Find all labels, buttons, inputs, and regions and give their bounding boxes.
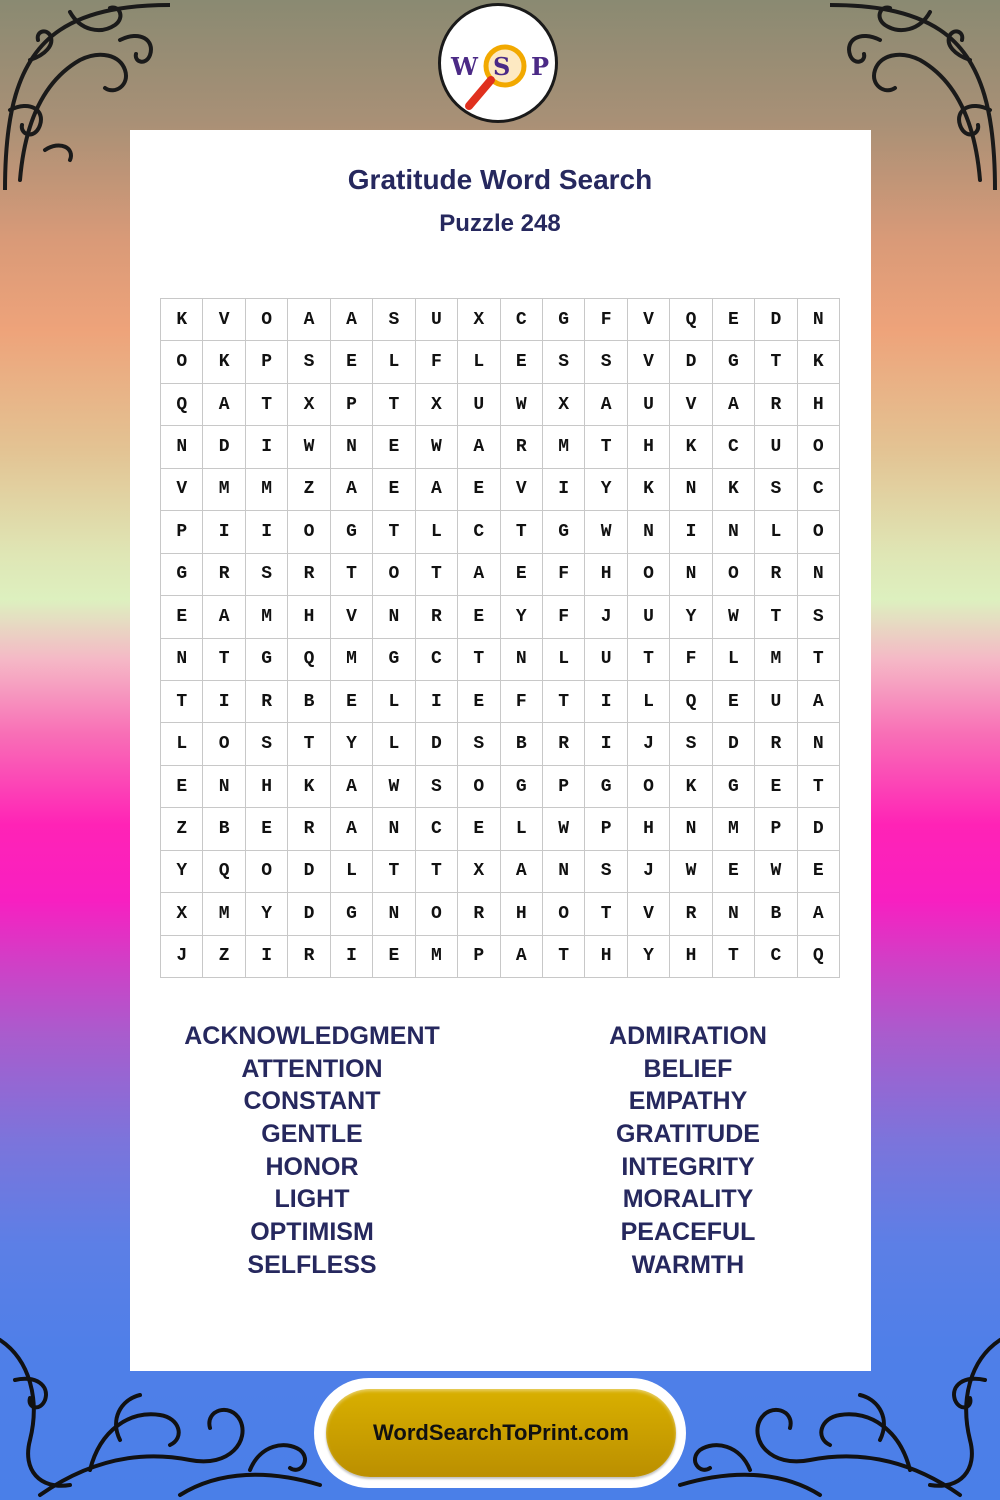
grid-cell[interactable]: Q <box>288 639 330 681</box>
grid-cell[interactable]: N <box>161 639 203 681</box>
grid-cell[interactable]: P <box>246 341 288 383</box>
grid-cell[interactable]: L <box>161 723 203 765</box>
grid-cell[interactable]: Q <box>203 851 245 893</box>
grid-cell[interactable]: S <box>373 299 415 341</box>
grid-cell[interactable]: G <box>543 299 585 341</box>
grid-cell[interactable]: M <box>416 936 458 978</box>
grid-cell[interactable]: F <box>585 299 627 341</box>
grid-cell[interactable]: R <box>288 808 330 850</box>
grid-cell[interactable]: I <box>543 469 585 511</box>
grid-cell[interactable]: A <box>501 936 543 978</box>
word-list-item: GRATITUDE <box>616 1120 760 1149</box>
grid-cell[interactable]: Q <box>798 936 840 978</box>
grid-cell[interactable]: L <box>373 681 415 723</box>
grid-cell[interactable]: V <box>628 299 670 341</box>
grid-cell[interactable]: Y <box>670 596 712 638</box>
letter-grid <box>160 298 840 978</box>
grid-cell[interactable]: L <box>373 341 415 383</box>
grid-cell[interactable]: Z <box>288 469 330 511</box>
grid-cell[interactable]: P <box>755 808 797 850</box>
grid-cell[interactable]: H <box>670 936 712 978</box>
grid-cell[interactable]: E <box>755 766 797 808</box>
grid-cell[interactable]: A <box>331 469 373 511</box>
grid-cell[interactable]: M <box>713 808 755 850</box>
grid-cell[interactable]: P <box>585 808 627 850</box>
grid-cell[interactable]: E <box>373 469 415 511</box>
grid-cell[interactable]: R <box>755 554 797 596</box>
grid-cell[interactable]: R <box>288 936 330 978</box>
grid-cell[interactable]: T <box>501 511 543 553</box>
grid-cell[interactable]: A <box>798 681 840 723</box>
grid-cell[interactable]: N <box>713 893 755 935</box>
grid-cell[interactable]: H <box>501 893 543 935</box>
grid-cell[interactable]: A <box>203 384 245 426</box>
grid-cell[interactable]: W <box>585 511 627 553</box>
word-list-item: OPTIMISM <box>250 1218 374 1247</box>
grid-cell[interactable]: O <box>246 299 288 341</box>
grid-cell[interactable]: U <box>416 299 458 341</box>
grid-cell[interactable]: N <box>713 511 755 553</box>
grid-cell[interactable]: N <box>628 511 670 553</box>
grid-cell[interactable]: A <box>713 384 755 426</box>
grid-cell[interactable]: G <box>713 341 755 383</box>
grid-cell[interactable]: L <box>501 808 543 850</box>
grid-cell[interactable]: P <box>543 766 585 808</box>
grid-cell[interactable]: D <box>670 341 712 383</box>
grid-cell[interactable]: W <box>373 766 415 808</box>
grid-cell[interactable]: H <box>585 936 627 978</box>
grid-cell[interactable]: L <box>628 681 670 723</box>
grid-cell[interactable]: F <box>670 639 712 681</box>
grid-cell[interactable]: H <box>288 596 330 638</box>
grid-cell[interactable]: I <box>246 936 288 978</box>
grid-cell[interactable]: B <box>203 808 245 850</box>
grid-cell[interactable]: R <box>755 384 797 426</box>
site-logo[interactable] <box>438 3 558 123</box>
grid-cell[interactable]: N <box>331 426 373 468</box>
grid-cell[interactable]: I <box>246 426 288 468</box>
grid-cell[interactable]: G <box>246 639 288 681</box>
grid-cell[interactable]: A <box>331 766 373 808</box>
grid-cell[interactable]: T <box>331 554 373 596</box>
word-list-right <box>508 1020 868 1282</box>
grid-cell[interactable]: O <box>458 766 500 808</box>
grid-cell[interactable]: E <box>373 936 415 978</box>
grid-cell[interactable]: S <box>670 723 712 765</box>
grid-cell[interactable]: H <box>798 384 840 426</box>
grid-cell[interactable]: W <box>288 426 330 468</box>
grid-cell[interactable]: M <box>203 893 245 935</box>
grid-cell[interactable]: V <box>628 893 670 935</box>
grid-cell[interactable]: V <box>670 384 712 426</box>
grid-cell[interactable]: O <box>203 723 245 765</box>
grid-cell[interactable]: K <box>798 341 840 383</box>
puzzle-number: Puzzle 248 <box>439 210 561 237</box>
grid-cell[interactable]: Q <box>161 384 203 426</box>
grid-cell[interactable]: I <box>203 511 245 553</box>
grid-cell[interactable]: L <box>713 639 755 681</box>
grid-cell[interactable]: C <box>713 426 755 468</box>
word-list-left <box>132 1020 492 1282</box>
grid-cell[interactable]: I <box>585 681 627 723</box>
grid-cell[interactable]: O <box>416 893 458 935</box>
word-list-item: EMPATHY <box>628 1087 748 1116</box>
grid-cell[interactable]: O <box>161 341 203 383</box>
grid-cell[interactable]: K <box>628 469 670 511</box>
grid-cell[interactable]: U <box>628 596 670 638</box>
grid-cell[interactable]: N <box>373 893 415 935</box>
word-list-item: LIGHT <box>274 1185 350 1214</box>
grid-cell[interactable]: B <box>755 893 797 935</box>
grid-cell[interactable]: N <box>203 766 245 808</box>
grid-cell[interactable]: Z <box>161 808 203 850</box>
grid-cell[interactable]: D <box>798 808 840 850</box>
grid-cell[interactable]: C <box>501 299 543 341</box>
grid-cell[interactable]: E <box>458 681 500 723</box>
grid-cell[interactable]: S <box>585 851 627 893</box>
grid-cell[interactable]: P <box>161 511 203 553</box>
grid-cell[interactable]: S <box>416 766 458 808</box>
word-list-item: CONSTANT <box>243 1087 381 1116</box>
grid-cell[interactable]: R <box>501 426 543 468</box>
grid-cell[interactable]: N <box>798 723 840 765</box>
grid-cell[interactable]: A <box>798 893 840 935</box>
grid-cell[interactable]: E <box>713 681 755 723</box>
grid-cell[interactable]: M <box>246 596 288 638</box>
grid-cell[interactable]: T <box>798 639 840 681</box>
grid-cell[interactable]: H <box>585 554 627 596</box>
grid-cell[interactable]: D <box>713 723 755 765</box>
grid-cell[interactable]: L <box>373 723 415 765</box>
grid-cell[interactable]: B <box>501 723 543 765</box>
grid-cell[interactable]: K <box>203 341 245 383</box>
grid-cell[interactable]: S <box>288 341 330 383</box>
grid-cell[interactable]: R <box>755 723 797 765</box>
grid-cell[interactable]: O <box>628 554 670 596</box>
grid-cell[interactable]: W <box>501 384 543 426</box>
grid-cell[interactable]: X <box>288 384 330 426</box>
grid-cell[interactable]: J <box>628 723 670 765</box>
grid-cell[interactable]: E <box>246 808 288 850</box>
grid-cell[interactable]: P <box>331 384 373 426</box>
grid-cell[interactable]: V <box>628 341 670 383</box>
grid-cell[interactable]: T <box>373 511 415 553</box>
grid-cell[interactable]: T <box>203 639 245 681</box>
grid-cell[interactable]: X <box>458 851 500 893</box>
grid-cell[interactable]: C <box>416 639 458 681</box>
logo-letter-w: W <box>451 52 478 81</box>
grid-cell[interactable]: T <box>288 723 330 765</box>
grid-cell[interactable]: O <box>373 554 415 596</box>
grid-cell[interactable]: S <box>755 469 797 511</box>
grid-cell[interactable]: W <box>713 596 755 638</box>
grid-cell[interactable]: T <box>161 681 203 723</box>
grid-cell[interactable]: Y <box>501 596 543 638</box>
grid-cell[interactable]: S <box>246 554 288 596</box>
grid-cell[interactable]: S <box>585 341 627 383</box>
grid-cell[interactable]: F <box>543 554 585 596</box>
grid-cell[interactable]: T <box>246 384 288 426</box>
grid-cell[interactable]: G <box>713 766 755 808</box>
grid-cell[interactable]: M <box>543 426 585 468</box>
grid-cell[interactable]: V <box>203 299 245 341</box>
grid-cell[interactable]: T <box>585 426 627 468</box>
grid-cell[interactable]: M <box>246 469 288 511</box>
grid-cell[interactable]: X <box>458 299 500 341</box>
grid-cell[interactable]: E <box>161 596 203 638</box>
grid-cell[interactable]: W <box>416 426 458 468</box>
grid-cell[interactable]: O <box>713 554 755 596</box>
grid-cell[interactable]: D <box>288 893 330 935</box>
grid-cell[interactable]: L <box>543 639 585 681</box>
grid-cell[interactable]: I <box>203 681 245 723</box>
word-list-item: INTEGRITY <box>621 1152 755 1181</box>
grid-cell[interactable]: T <box>416 554 458 596</box>
grid-cell[interactable]: J <box>628 851 670 893</box>
grid-cell[interactable]: W <box>755 851 797 893</box>
grid-cell[interactable]: K <box>288 766 330 808</box>
grid-cell[interactable]: F <box>543 596 585 638</box>
grid-cell[interactable]: B <box>288 681 330 723</box>
grid-cell[interactable]: O <box>288 511 330 553</box>
grid-cell[interactable]: T <box>373 851 415 893</box>
grid-cell[interactable]: H <box>628 808 670 850</box>
grid-cell[interactable]: V <box>161 469 203 511</box>
grid-cell[interactable]: E <box>458 596 500 638</box>
grid-cell[interactable]: A <box>458 554 500 596</box>
grid-cell[interactable]: V <box>501 469 543 511</box>
grid-cell[interactable]: C <box>458 511 500 553</box>
grid-cell[interactable]: A <box>288 299 330 341</box>
grid-cell[interactable]: N <box>798 554 840 596</box>
grid-cell[interactable]: E <box>798 851 840 893</box>
grid-cell[interactable]: Z <box>203 936 245 978</box>
grid-cell[interactable]: M <box>203 469 245 511</box>
grid-cell[interactable]: N <box>373 808 415 850</box>
grid-cell[interactable]: N <box>670 808 712 850</box>
grid-cell[interactable]: A <box>331 299 373 341</box>
grid-cell[interactable]: G <box>373 639 415 681</box>
grid-cell[interactable]: S <box>543 341 585 383</box>
grid-cell[interactable]: T <box>798 766 840 808</box>
grid-cell[interactable]: W <box>670 851 712 893</box>
grid-cell[interactable]: M <box>755 639 797 681</box>
grid-cell[interactable]: G <box>161 554 203 596</box>
grid-cell[interactable]: R <box>543 723 585 765</box>
grid-cell[interactable]: N <box>161 426 203 468</box>
grid-cell[interactable]: D <box>755 299 797 341</box>
grid-cell[interactable]: I <box>246 511 288 553</box>
grid-cell[interactable]: A <box>458 426 500 468</box>
grid-cell[interactable]: R <box>203 554 245 596</box>
grid-cell[interactable]: A <box>501 851 543 893</box>
grid-cell[interactable]: U <box>628 384 670 426</box>
grid-cell[interactable]: I <box>670 511 712 553</box>
grid-cell[interactable]: R <box>416 596 458 638</box>
grid-cell[interactable]: H <box>246 766 288 808</box>
word-list-item: ACKNOWLEDGMENT <box>184 1022 440 1050</box>
word-list-item: ADMIRATION <box>609 1022 767 1050</box>
grid-cell[interactable]: Q <box>670 299 712 341</box>
grid-cell[interactable]: E <box>458 469 500 511</box>
grid-cell[interactable]: F <box>501 681 543 723</box>
grid-cell[interactable]: A <box>585 384 627 426</box>
grid-cell[interactable]: T <box>755 596 797 638</box>
grid-cell[interactable]: K <box>670 766 712 808</box>
grid-cell[interactable]: O <box>246 851 288 893</box>
grid-cell[interactable]: O <box>628 766 670 808</box>
grid-cell[interactable]: I <box>416 681 458 723</box>
grid-cell[interactable]: G <box>585 766 627 808</box>
grid-cell[interactable]: J <box>585 596 627 638</box>
grid-cell[interactable]: X <box>161 893 203 935</box>
grid-cell[interactable]: N <box>670 469 712 511</box>
word-list-item: HONOR <box>265 1152 359 1181</box>
grid-cell[interactable]: Y <box>246 893 288 935</box>
grid-cell[interactable]: U <box>458 384 500 426</box>
grid-cell[interactable]: G <box>331 511 373 553</box>
grid-cell[interactable]: I <box>331 936 373 978</box>
grid-cell[interactable]: G <box>331 893 373 935</box>
grid-cell[interactable]: S <box>246 723 288 765</box>
grid-cell[interactable]: A <box>203 596 245 638</box>
grid-cell[interactable]: Y <box>331 723 373 765</box>
grid-cell[interactable]: D <box>288 851 330 893</box>
grid-cell[interactable]: N <box>798 299 840 341</box>
word-list-item: GENTLE <box>261 1120 363 1149</box>
grid-cell[interactable]: K <box>670 426 712 468</box>
grid-cell[interactable]: O <box>543 893 585 935</box>
grid-cell[interactable]: U <box>585 639 627 681</box>
grid-cell[interactable]: P <box>458 936 500 978</box>
word-list-item: MORALITY <box>622 1185 754 1214</box>
grid-cell[interactable]: E <box>161 766 203 808</box>
page-title: Gratitude Word Search <box>347 164 653 195</box>
word-list-item: SELFLESS <box>247 1250 377 1279</box>
grid-cell[interactable]: H <box>628 426 670 468</box>
grid-cell[interactable]: I <box>585 723 627 765</box>
grid-cell[interactable]: K <box>161 299 203 341</box>
grid-cell[interactable]: D <box>203 426 245 468</box>
grid-cell[interactable]: X <box>543 384 585 426</box>
grid-cell[interactable]: N <box>373 596 415 638</box>
logo-letter-p: P <box>531 52 550 81</box>
grid-cell[interactable]: Y <box>628 936 670 978</box>
grid-cell[interactable]: V <box>331 596 373 638</box>
grid-cell[interactable]: C <box>416 808 458 850</box>
grid-cell[interactable]: N <box>543 851 585 893</box>
grid-cell[interactable]: O <box>798 426 840 468</box>
grid-cell[interactable]: Q <box>670 681 712 723</box>
grid-cell[interactable]: X <box>416 384 458 426</box>
word-list-item: WARMTH <box>631 1250 745 1279</box>
grid-cell[interactable]: E <box>331 341 373 383</box>
grid-cell[interactable]: L <box>331 851 373 893</box>
grid-cell[interactable]: A <box>416 469 458 511</box>
grid-cell[interactable]: R <box>246 681 288 723</box>
grid-cell[interactable]: R <box>670 893 712 935</box>
grid-cell[interactable]: Y <box>161 851 203 893</box>
grid-cell[interactable]: L <box>458 341 500 383</box>
grid-cell[interactable]: E <box>713 851 755 893</box>
grid-cell[interactable]: U <box>755 681 797 723</box>
grid-cell[interactable]: D <box>416 723 458 765</box>
grid-cell[interactable]: U <box>755 426 797 468</box>
grid-cell[interactable]: G <box>543 511 585 553</box>
grid-cell[interactable]: L <box>755 511 797 553</box>
word-list-item: BELIEF <box>643 1054 733 1083</box>
grid-cell[interactable]: T <box>755 341 797 383</box>
grid-cell[interactable]: N <box>670 554 712 596</box>
grid-cell[interactable]: E <box>501 554 543 596</box>
grid-cell[interactable]: E <box>501 341 543 383</box>
grid-cell[interactable]: T <box>416 851 458 893</box>
grid-cell[interactable]: T <box>585 893 627 935</box>
website-button[interactable]: WordSearchToPrint.com <box>326 1389 676 1477</box>
grid-cell[interactable]: T <box>373 384 415 426</box>
grid-cell[interactable]: K <box>713 469 755 511</box>
grid-cell[interactable]: E <box>458 808 500 850</box>
grid-cell[interactable]: T <box>543 681 585 723</box>
grid-cell[interactable]: T <box>543 936 585 978</box>
grid-cell[interactable]: E <box>331 681 373 723</box>
grid-cell[interactable]: W <box>543 808 585 850</box>
grid-cell[interactable]: T <box>713 936 755 978</box>
grid-cell[interactable]: L <box>416 511 458 553</box>
grid-cell[interactable]: S <box>458 723 500 765</box>
grid-cell[interactable]: G <box>501 766 543 808</box>
grid-cell[interactable]: C <box>798 469 840 511</box>
grid-cell[interactable]: M <box>331 639 373 681</box>
grid-cell[interactable]: F <box>416 341 458 383</box>
grid-cell[interactable]: J <box>161 936 203 978</box>
grid-cell[interactable]: O <box>798 511 840 553</box>
grid-cell[interactable]: E <box>713 299 755 341</box>
grid-cell[interactable]: C <box>755 936 797 978</box>
grid-cell[interactable]: E <box>373 426 415 468</box>
grid-cell[interactable]: Y <box>585 469 627 511</box>
grid-cell[interactable]: R <box>458 893 500 935</box>
word-list-item: ATTENTION <box>241 1054 383 1083</box>
word-list-item: PEACEFUL <box>620 1218 756 1247</box>
grid-cell[interactable]: T <box>458 639 500 681</box>
grid-cell[interactable]: R <box>288 554 330 596</box>
grid-cell[interactable]: N <box>501 639 543 681</box>
grid-cell[interactable]: A <box>331 808 373 850</box>
logo-letter-s: S <box>493 52 511 81</box>
grid-cell[interactable]: T <box>628 639 670 681</box>
grid-cell[interactable]: S <box>798 596 840 638</box>
